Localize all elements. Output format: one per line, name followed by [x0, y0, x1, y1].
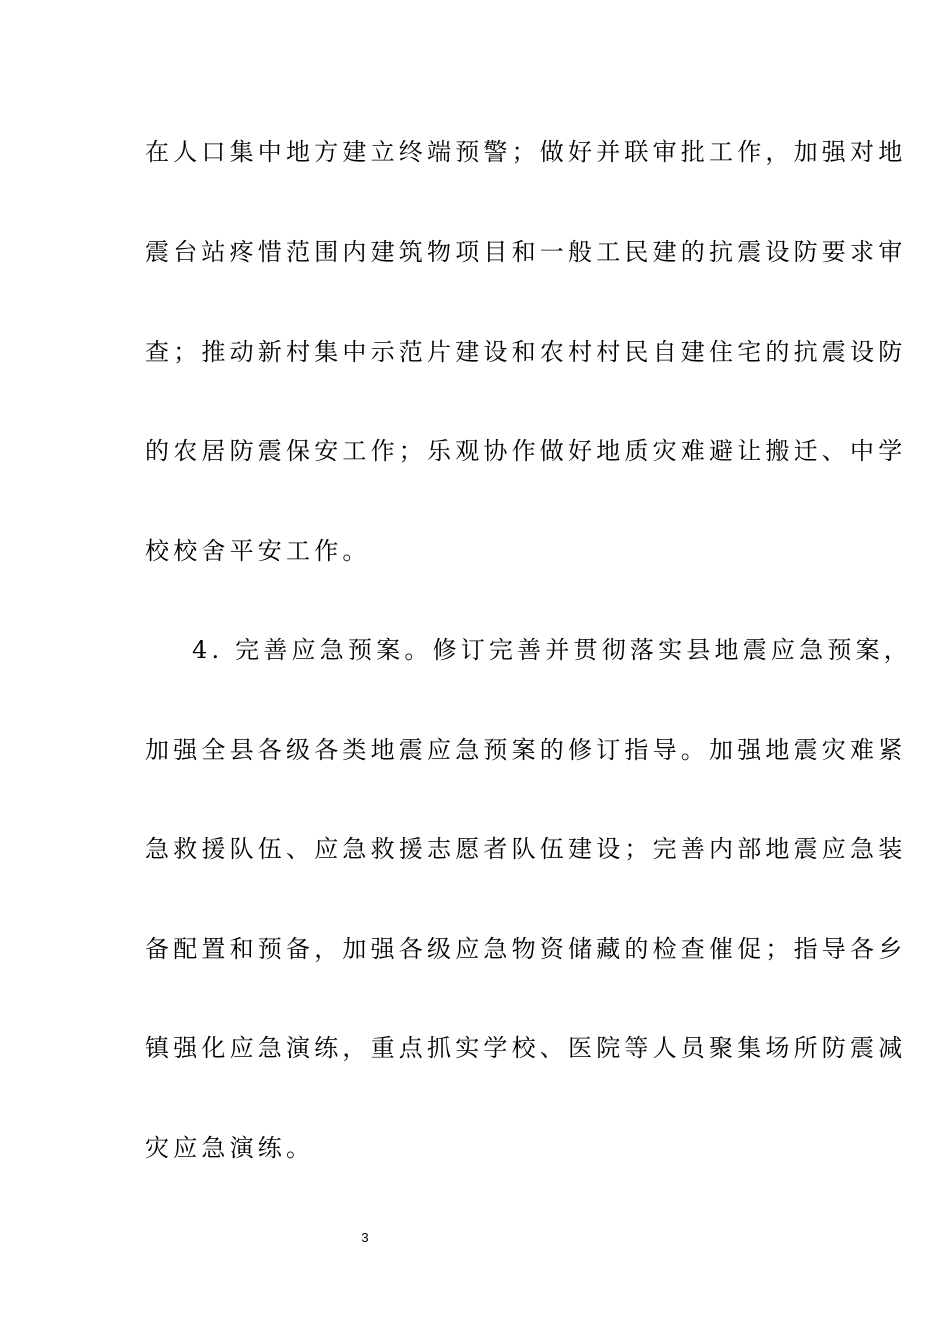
paragraph-line: 灾应急演练。: [145, 1134, 315, 1162]
paragraph-line: 震台站疼惜范围内建筑物项目和一般工民建的抗震设防要求审: [145, 238, 907, 266]
paragraph-line: 镇强化应急演练，重点抓实学校、医院等人员聚集场所防震减: [145, 1034, 907, 1062]
paragraph-line: 4. 完善应急预案。修订完善并贯彻落实县地震应急预案，: [192, 636, 912, 664]
paragraph-line: 校校舍平安工作。: [145, 537, 371, 565]
paragraph-line: 在人口集中地方建立终端预警；做好并联审批工作，加强对地: [145, 138, 907, 166]
page-number: 3: [361, 1230, 369, 1245]
paragraph-line: 加强全县各级各类地震应急预案的修订指导。加强地震灾难紧: [145, 736, 907, 764]
paragraph-line: 急救援队伍、应急救援志愿者队伍建设；完善内部地震应急装: [145, 835, 907, 863]
paragraph-line: 的农居防震保安工作；乐观协作做好地质灾难避让搬迁、中学: [145, 437, 907, 465]
paragraph-line: 备配置和预备，加强各级应急物资储藏的检查催促；指导各乡: [145, 935, 907, 963]
paragraph-line: 查；推动新村集中示范片建设和农村村民自建住宅的抗震设防: [145, 338, 907, 366]
